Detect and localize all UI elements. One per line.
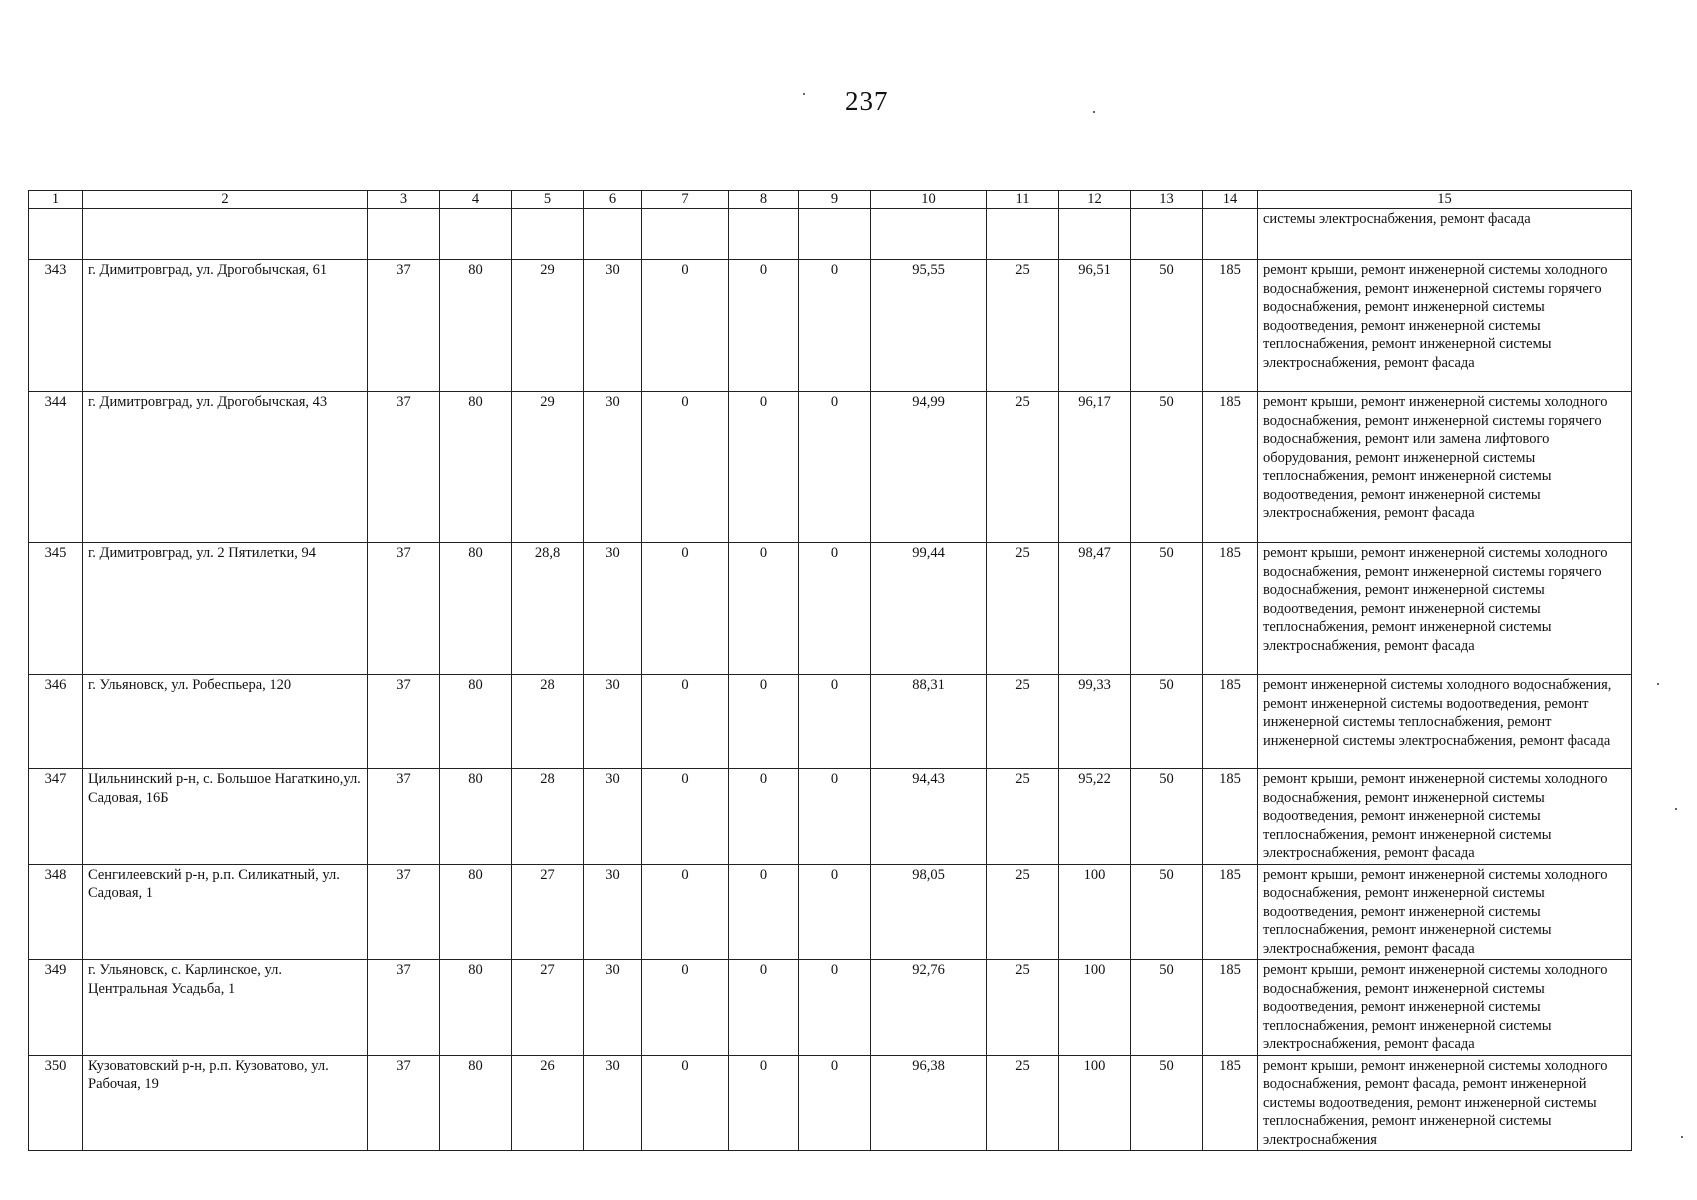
- value-cell: 80: [440, 1055, 512, 1151]
- value-cell: 50: [1131, 260, 1203, 392]
- works-cell: ремонт крыши, ремонт инженерной системы холодного водоснабжения, ремонт инженерной системы горячего водоснабжения, ремонт инженерной системы водоотведения, ремонт инженерной системы теплоснабжения, ремонт инженерной системы электроснабжения, ремонт фасада: [1258, 260, 1632, 392]
- continuation-row: [29, 209, 1632, 260]
- value-cell: 80: [440, 960, 512, 1056]
- value-cell: 27: [512, 864, 584, 960]
- value-cell: 98,05: [871, 864, 987, 960]
- address-cell: г. Димитровград, ул. Дрогобычская, 61: [83, 260, 368, 392]
- table-row: [29, 864, 1632, 960]
- value-cell: 0: [642, 392, 729, 543]
- table-row: [29, 260, 1632, 392]
- value-cell: 80: [440, 769, 512, 865]
- address-cell: г. Димитровград, ул. Дрогобычская, 43: [83, 392, 368, 543]
- value-cell: 185: [1203, 543, 1258, 675]
- column-header: 15: [1258, 191, 1632, 209]
- value-cell: 25: [987, 864, 1059, 960]
- value-cell: 30: [584, 675, 642, 769]
- value-cell: 185: [1203, 1055, 1258, 1151]
- value-cell: 0: [729, 960, 799, 1056]
- value-cell: 185: [1203, 864, 1258, 960]
- value-cell: 30: [584, 260, 642, 392]
- column-header: 7: [642, 191, 729, 209]
- value-cell: 94,43: [871, 769, 987, 865]
- value-cell: 88,31: [871, 675, 987, 769]
- value-cell: 37: [368, 392, 440, 543]
- table-row: [29, 675, 1632, 769]
- column-header: 10: [871, 191, 987, 209]
- value-cell: 28: [512, 769, 584, 865]
- value-cell: 27: [512, 960, 584, 1056]
- value-cell: 96,17: [1059, 392, 1131, 543]
- value-cell: 0: [642, 1055, 729, 1151]
- value-cell: 80: [440, 392, 512, 543]
- value-cell: 185: [1203, 392, 1258, 543]
- table-row: [29, 543, 1632, 675]
- value-cell: 95,55: [871, 260, 987, 392]
- address-cell: г. Димитровград, ул. 2 Пятилетки, 94: [83, 543, 368, 675]
- value-cell: 98,47: [1059, 543, 1131, 675]
- housing-repair-table: [28, 190, 1632, 1151]
- value-cell: 37: [368, 960, 440, 1056]
- value-cell: 94,99: [871, 392, 987, 543]
- works-cell: ремонт крыши, ремонт инженерной системы холодного водоснабжения, ремонт инженерной системы водоотведения, ремонт инженерной системы теплоснабжения, ремонт инженерной системы электроснабжения, ремонт фасада: [1258, 960, 1632, 1056]
- value-cell: 0: [642, 675, 729, 769]
- value-cell: 50: [1131, 960, 1203, 1056]
- value-cell: 0: [799, 960, 871, 1056]
- value-cell: 28,8: [512, 543, 584, 675]
- value-cell: 29: [512, 260, 584, 392]
- column-header: 2: [83, 191, 368, 209]
- value-cell: 37: [368, 864, 440, 960]
- value-cell: 30: [584, 392, 642, 543]
- works-cell: ремонт крыши, ремонт инженерной системы холодного водоснабжения, ремонт инженерной системы водоотведения, ремонт инженерной системы теплоснабжения, ремонт инженерной системы электроснабжения, ремонт фасада: [1258, 864, 1632, 960]
- column-header: 13: [1131, 191, 1203, 209]
- row-number: 350: [29, 1055, 83, 1151]
- value-cell: 92,76: [871, 960, 987, 1056]
- row-number: 345: [29, 543, 83, 675]
- row-number: 347: [29, 769, 83, 865]
- row-number: 343: [29, 260, 83, 392]
- value-cell: 26: [512, 1055, 584, 1151]
- value-cell: 50: [1131, 769, 1203, 865]
- value-cell: 0: [799, 392, 871, 543]
- value-cell: 0: [799, 675, 871, 769]
- value-cell: 25: [987, 960, 1059, 1056]
- column-header: 9: [799, 191, 871, 209]
- value-cell: 30: [584, 864, 642, 960]
- table-row: [29, 1055, 1632, 1151]
- value-cell: 100: [1059, 960, 1131, 1056]
- value-cell: 37: [368, 675, 440, 769]
- scan-speck: [1657, 683, 1659, 685]
- scan-speck: [1675, 808, 1677, 810]
- value-cell: 80: [440, 864, 512, 960]
- value-cell: 0: [799, 260, 871, 392]
- value-cell: 0: [729, 543, 799, 675]
- value-cell: 50: [1131, 675, 1203, 769]
- row-number: 348: [29, 864, 83, 960]
- value-cell: 0: [729, 864, 799, 960]
- value-cell: 37: [368, 769, 440, 865]
- value-cell: 30: [584, 769, 642, 865]
- value-cell: 185: [1203, 960, 1258, 1056]
- scan-speck: [803, 93, 805, 95]
- value-cell: 96,38: [871, 1055, 987, 1151]
- value-cell: 30: [584, 960, 642, 1056]
- value-cell: 0: [642, 260, 729, 392]
- table-row: [29, 769, 1632, 865]
- works-cell: ремонт крыши, ремонт инженерной системы холодного водоснабжения, ремонт инженерной системы водоотведения, ремонт инженерной системы теплоснабжения, ремонт инженерной системы электроснабжения, ремонт фасада: [1258, 769, 1632, 865]
- value-cell: 96,51: [1059, 260, 1131, 392]
- scan-speck: [1681, 1136, 1683, 1138]
- value-cell: 25: [987, 392, 1059, 543]
- value-cell: 50: [1131, 1055, 1203, 1151]
- value-cell: 95,22: [1059, 769, 1131, 865]
- value-cell: 50: [1131, 543, 1203, 675]
- address-cell: г. Ульяновск, ул. Робеспьера, 120: [83, 675, 368, 769]
- row-number: 346: [29, 675, 83, 769]
- address-cell: Сенгилеевский р-н, р.п. Силикатный, ул. Садовая, 1: [83, 864, 368, 960]
- value-cell: 80: [440, 260, 512, 392]
- works-cell: ремонт инженерной системы холодного водоснабжения, ремонт инженерной системы водоотведения, ремонт инженерной системы теплоснабжения, ремонт инженерной системы электроснабжения, ремонт фасада: [1258, 675, 1632, 769]
- column-header: 11: [987, 191, 1059, 209]
- value-cell: 50: [1131, 864, 1203, 960]
- value-cell: 185: [1203, 769, 1258, 865]
- works-cell: ремонт крыши, ремонт инженерной системы холодного водоснабжения, ремонт инженерной системы горячего водоснабжения, ремонт инженерной системы водоотведения, ремонт инженерной системы теплоснабжения, ремонт инженерной системы электроснабжения, ремонт фасада: [1258, 543, 1632, 675]
- value-cell: 25: [987, 260, 1059, 392]
- value-cell: 100: [1059, 1055, 1131, 1151]
- column-header: 14: [1203, 191, 1258, 209]
- value-cell: 0: [799, 769, 871, 865]
- value-cell: 0: [729, 260, 799, 392]
- value-cell: 29: [512, 392, 584, 543]
- value-cell: 25: [987, 543, 1059, 675]
- column-header: 1: [29, 191, 83, 209]
- row-number: 344: [29, 392, 83, 543]
- column-header: 12: [1059, 191, 1131, 209]
- value-cell: 0: [799, 864, 871, 960]
- address-cell: г. Ульяновск, с. Карлинское, ул. Центральная Усадьба, 1: [83, 960, 368, 1056]
- value-cell: 37: [368, 1055, 440, 1151]
- value-cell: 99,44: [871, 543, 987, 675]
- value-cell: 0: [729, 1055, 799, 1151]
- column-header: 3: [368, 191, 440, 209]
- value-cell: 50: [1131, 392, 1203, 543]
- value-cell: 30: [584, 1055, 642, 1151]
- value-cell: 0: [799, 1055, 871, 1151]
- value-cell: 185: [1203, 260, 1258, 392]
- value-cell: 0: [799, 543, 871, 675]
- page-number: 237: [845, 86, 889, 116]
- header-row: [29, 191, 1632, 209]
- table-row: [29, 392, 1632, 543]
- value-cell: 185: [1203, 675, 1258, 769]
- table-row: [29, 960, 1632, 1056]
- value-cell: 25: [987, 675, 1059, 769]
- value-cell: 80: [440, 675, 512, 769]
- value-cell: 0: [729, 769, 799, 865]
- value-cell: 80: [440, 543, 512, 675]
- value-cell: 37: [368, 260, 440, 392]
- address-cell: Цильнинский р-н, с. Большое Нагаткино,ул. Садовая, 16Б: [83, 769, 368, 865]
- value-cell: 0: [642, 769, 729, 865]
- works-cell: ремонт крыши, ремонт инженерной системы холодного водоснабжения, ремонт инженерной системы горячего водоснабжения, ремонт или замена лифтового оборудования, ремонт инженерной системы теплоснабжения, ремонт инженерной системы водоотведения, ремонт инженерной системы электроснабжения, ремонт фасада: [1258, 392, 1632, 543]
- column-header: 8: [729, 191, 799, 209]
- value-cell: 100: [1059, 864, 1131, 960]
- value-cell: 0: [642, 960, 729, 1056]
- value-cell: 37: [368, 543, 440, 675]
- value-cell: 99,33: [1059, 675, 1131, 769]
- scan-speck: [1093, 111, 1095, 113]
- value-cell: 0: [642, 864, 729, 960]
- value-cell: 0: [729, 675, 799, 769]
- works-cell: системы электроснабжения, ремонт фасада: [1258, 209, 1632, 260]
- value-cell: 0: [642, 543, 729, 675]
- value-cell: 0: [729, 392, 799, 543]
- value-cell: 28: [512, 675, 584, 769]
- value-cell: 25: [987, 769, 1059, 865]
- column-header: 5: [512, 191, 584, 209]
- column-header: 4: [440, 191, 512, 209]
- column-header: 6: [584, 191, 642, 209]
- row-number: 349: [29, 960, 83, 1056]
- works-cell: ремонт крыши, ремонт инженерной системы холодного водоснабжения, ремонт фасада, ремонт инженерной системы водоотведения, ремонт инженерной системы теплоснабжения, ремонт инженерной системы электроснабжения: [1258, 1055, 1632, 1151]
- address-cell: Кузоватовский р-н, р.п. Кузоватово, ул. Рабочая, 19: [83, 1055, 368, 1151]
- value-cell: 25: [987, 1055, 1059, 1151]
- value-cell: 30: [584, 543, 642, 675]
